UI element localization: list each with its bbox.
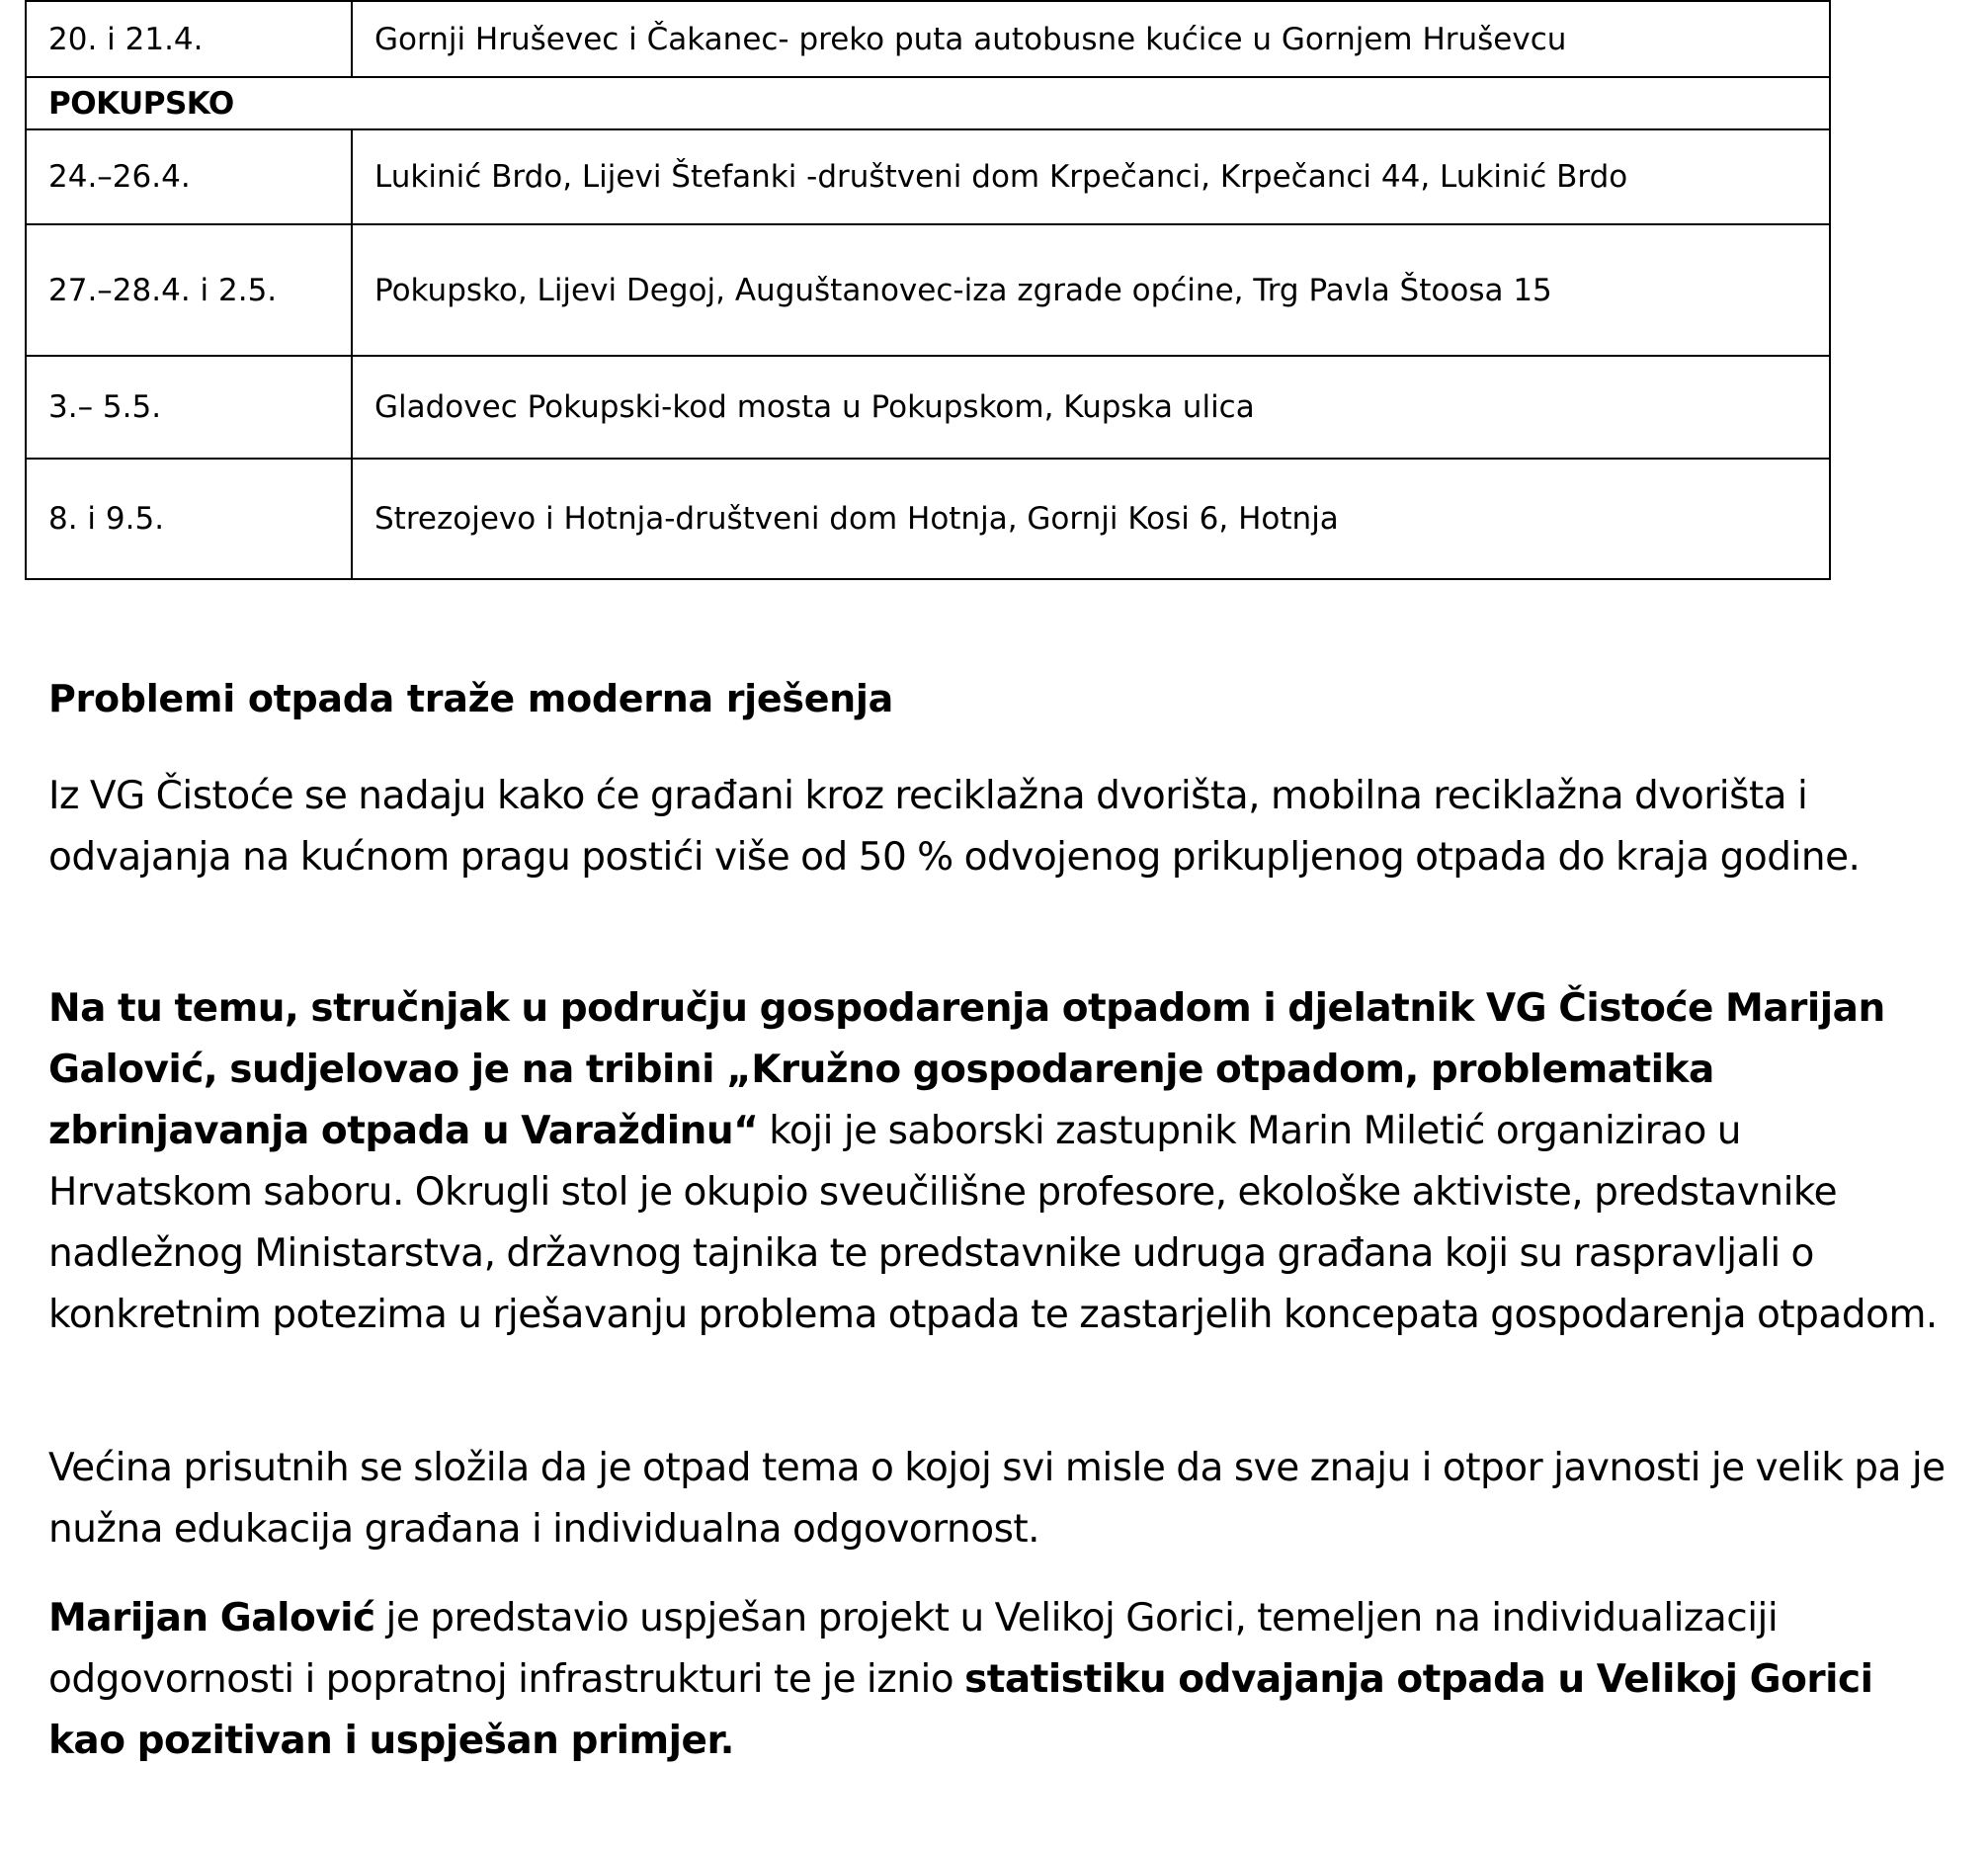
location-cell: Gladovec Pokupski-kod mosta u Pokupskom, Kupska ulica [352,356,1830,459]
article-heading: Problemi otpada traže moderna rješenja [48,677,893,720]
paragraph-tribune [48,978,1955,1346]
tribune-lead-text: Na tu temu, stručnjak u području gospodarenja otpadom i djelatnik VG Čistoće Marijan Galović, sudjelovao je na tribini „Kružno gospodarenje otpadom, problematika zbrinjavanja otpada u Varaždinu“ [48,986,1885,1153]
table-row [26,224,1830,356]
statistics-highlight: statistiku odvajanja otpada u Velikoj Gorici kao pozitivan i uspješan primjer. [48,1657,1873,1763]
table-row [26,459,1830,579]
date-cell: 8. i 9.5. [26,459,352,579]
date-cell: 20. i 21.4. [26,1,352,77]
table-row [26,356,1830,459]
location-cell: Gornji Hruševec i Čakanec- preko puta autobusne kućice u Gornjem Hruševcu [352,1,1830,77]
project-text: je predstavio uspješan projekt u Velikoj Gorici, temeljen na individualizaciji odgovornosti i popratnoj infrastrukturi te je iznio [48,1596,1779,1702]
section-label: POKUPSKO [26,77,1830,129]
location-cell: Strezojevo i Hotnja-društveni dom Hotnja, Gornji Kosi 6, Hotnja [352,459,1830,579]
date-cell: 3.– 5.5. [26,356,352,459]
paragraph-consensus: Većina prisutnih se složila da je otpad tema o kojoj svi misle da sve znaju i otpor javnosti je velik pa je nužna edukacija građana i individualna odgovornost. [48,1446,1946,1552]
location-cell: Pokupsko, Lijevi Degoj, Auguštanovec-iza zgrade općine, Trg Pavla Štoosa 15 [352,224,1830,356]
paragraph-project [48,1588,1955,1772]
person-name: Marijan Galović [48,1596,375,1640]
date-cell: 24.–26.4. [26,129,352,224]
schedule-table [25,0,1831,580]
tribune-rest-text: koji je saborski zastupnik Marin Miletić organizirao u Hrvatskom saboru. Okrugli stol je okupio sveučilišne profesore, ekološke aktiviste, predstavnike nadležnog Ministarstva, državnog tajnika te predstavnike udruga građana koji su raspravljali o konkretnim potezima u rješavanju problema otpada te zastarjelih koncepata gospodarenja otpadom. [48,1109,1938,1337]
table-row [26,129,1830,224]
section-row [26,77,1830,129]
paragraph-intro: Iz VG Čistoće se nadaju kako će građani kroz reciklažna dvorišta, mobilna reciklažna dvorišta i odvajanja na kućnom pragu postići više od 50 % odvojenog prikupljenog otpada do kraja godine. [48,774,1861,880]
table-row [26,1,1830,77]
location-cell: Lukinić Brdo, Lijevi Štefanki -društveni dom Krpečanci, Krpečanci 44, Lukinić Brdo [352,129,1830,224]
date-cell: 27.–28.4. i 2.5. [26,224,352,356]
